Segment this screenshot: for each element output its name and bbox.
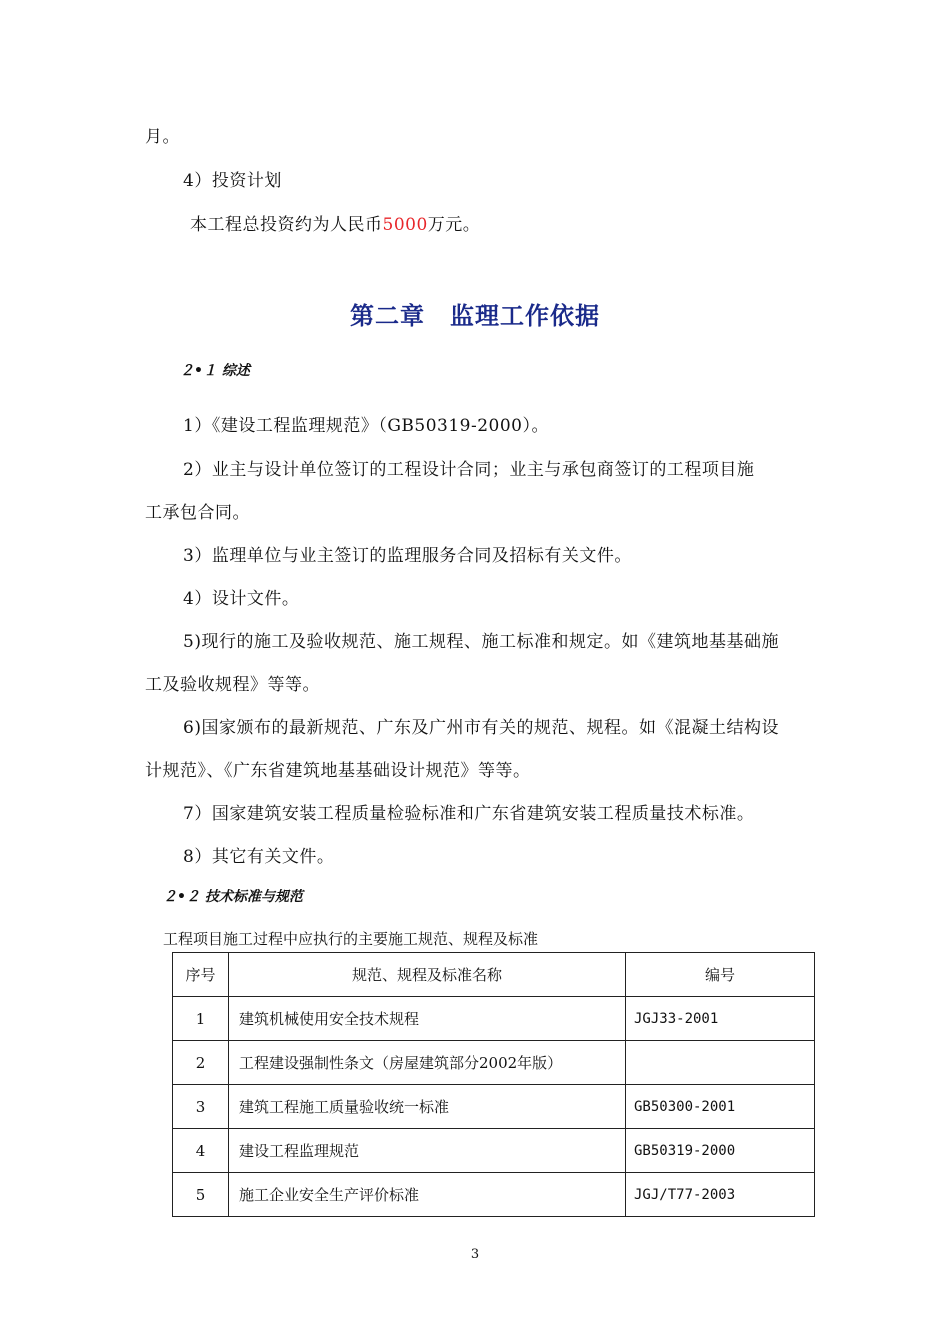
page-number: 3 [470,1247,480,1262]
basis-item-2-cont: 工承包合同。 [145,503,250,523]
standards-table [172,952,815,1217]
basis-item-7: 7）国家建筑安装工程质量检验标准和广东省建筑安装工程质量技术标准。 [183,804,755,824]
chapter-title: 第二章 监理工作依据 [350,302,600,330]
basis-item-3: 3）监理单位与业主签订的监理服务合同及招标有关文件。 [183,546,632,566]
row-code: JGJ33-2001 [626,997,815,1041]
row-index: 1 [173,997,229,1041]
basis-item-5: 5)现行的施工及验收规范、施工规程、施工标准和规定。如《建筑地基基础施 [183,632,779,652]
investment-text-post: 万元。 [427,215,481,235]
basis-item-2: 2）业主与设计单位签订的工程设计合同；业主与承包商签订的工程项目施 [183,460,755,480]
table-row [173,1173,815,1217]
row-name: 建设工程监理规范 [229,1129,626,1173]
header-index: 序号 [173,953,229,997]
basis-item-6: 6)国家颁布的最新规范、广东及广州市有关的规范、规程。如《混凝土结构设 [183,718,779,738]
row-index: 4 [173,1129,229,1173]
basis-item-6-cont: 计规范》、《广东省建筑地基基础设计规范》等等。 [145,761,531,781]
row-name: 施工企业安全生产评价标准 [229,1173,626,1217]
basis-item-8: 8）其它有关文件。 [183,847,335,867]
row-code: GB50319-2000 [626,1129,815,1173]
row-code: GB50300-2001 [626,1085,815,1129]
row-index: 5 [173,1173,229,1217]
basis-item-4: 4）设计文件。 [183,589,300,609]
row-name: 建筑工程施工质量验收统一标准 [229,1085,626,1129]
row-index: 3 [173,1085,229,1129]
investment-text-pre: 本工程总投资约为人民币 [190,215,383,235]
header-name: 规范、规程及标准名称 [229,953,626,997]
text-line-month: 月。 [145,127,180,147]
table-row [173,997,815,1041]
row-code: JGJ/T77-2003 [626,1173,815,1217]
table-row [173,1085,815,1129]
row-name: 建筑机械使用安全技术规程 [229,997,626,1041]
section-heading-standards: ２•２ 技术标准与规范 [163,889,303,905]
investment-amount: 5000 [382,215,428,235]
investment-plan-heading: 4）投资计划 [183,171,282,191]
table-caption: 工程项目施工过程中应执行的主要施工规范、规程及标准 [163,930,539,948]
row-index: 2 [173,1041,229,1085]
table-row [173,1041,815,1085]
section-heading-overview: ２•１ 综述 [180,363,250,379]
table-row [173,1129,815,1173]
basis-item-5-cont: 工及验收规程》等等。 [145,675,320,695]
investment-amount-line [190,210,480,235]
table-header-row [173,953,815,997]
row-name: 工程建设强制性条文（房屋建筑部分2002年版） [229,1041,626,1085]
row-code [626,1041,815,1085]
basis-item-1: 1）《建设工程监理规范》（GB50319-2000）。 [183,416,549,436]
header-code: 编号 [626,953,815,997]
